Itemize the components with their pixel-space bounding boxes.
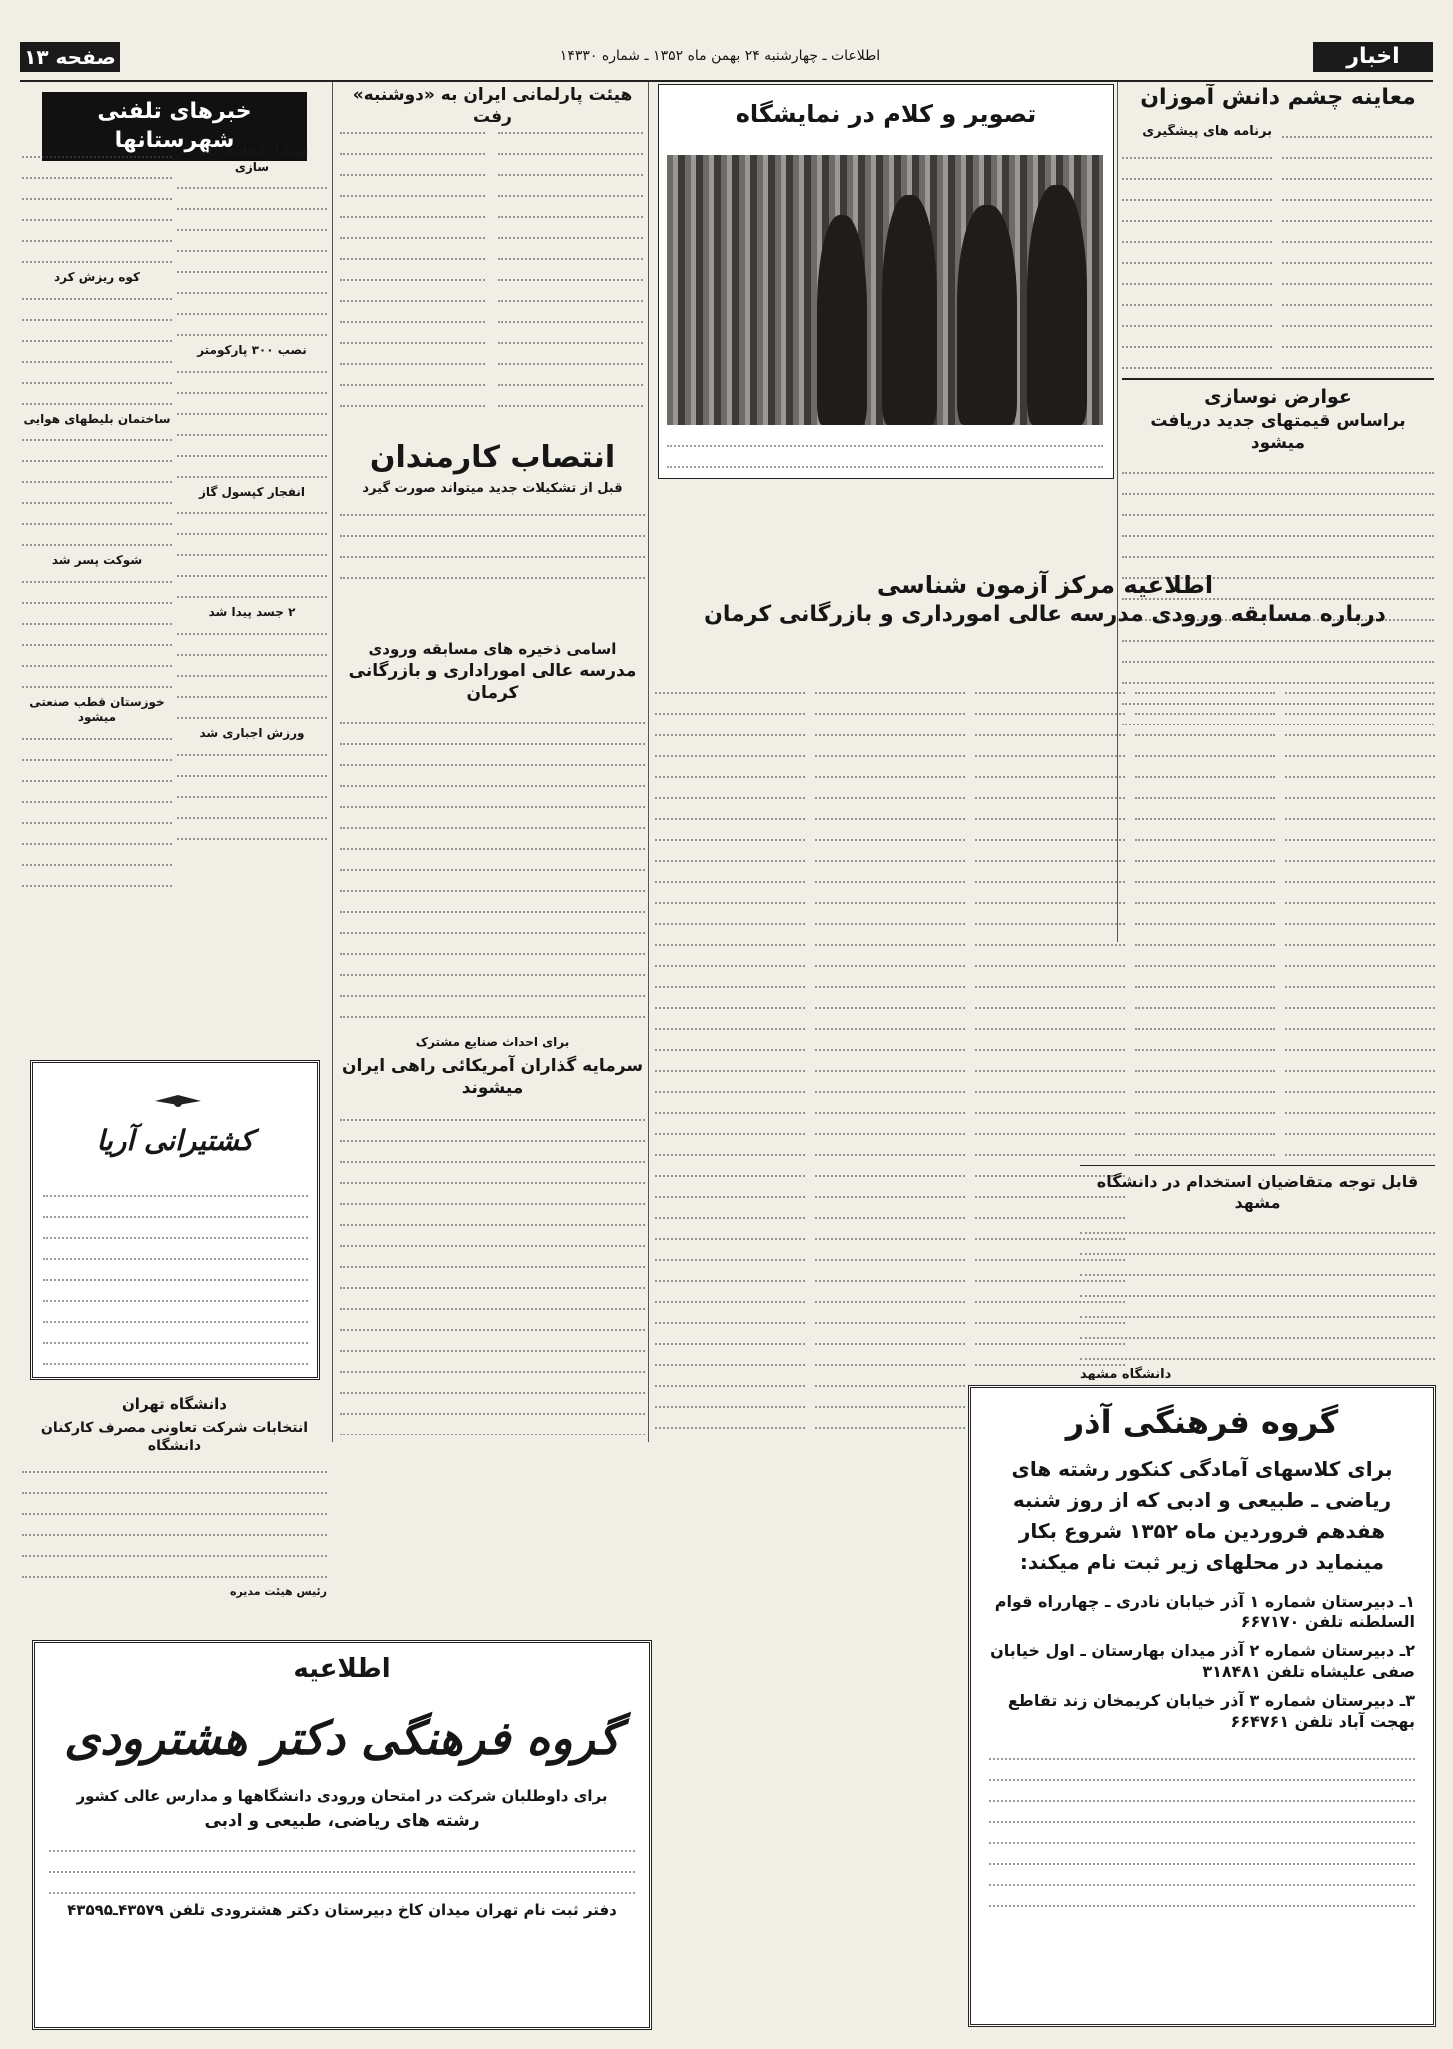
article-subheading: قبل از تشکیلات جدید میتواند صورت گیرد [362,481,623,496]
article-title: عوارض نوسازی [1204,386,1352,408]
signature: رئیس هیئت مدیره [229,1584,327,1598]
exam-center-header [655,570,1435,670]
news-subheading: کوه ریزش کرد [54,270,140,284]
article-kicker: برای احداث صنایع مشترک [415,1035,570,1049]
article-tehran-univ [22,1395,327,1635]
photo-caption [667,433,1103,473]
faravahar-icon [153,1093,203,1113]
article-body [1282,124,1432,369]
list-title: اسامی ذخیره های مسابقه ورودی [368,640,617,658]
article-title: معاینه چشم دانش آموزان [1140,85,1416,110]
photo-box [658,84,1114,479]
article-title: تصویر و کلام در نمایشگاه [735,100,1037,128]
article-title: اطلاعیه مرکز آزمون شناسی [876,571,1214,599]
article-eye-exam [1122,84,1434,374]
article-body [1122,145,1272,369]
article-mashhad [1080,1165,1435,1380]
article-parliament [340,84,645,429]
article-title: خبرهای تلفنی شهرستانها [42,92,307,161]
name-list [340,710,645,1018]
article-title: قابل توجه متقاضیان استخدام در دانشگاه مشهد [1096,1172,1419,1212]
news-subheading: ۲ جسد پیدا شد [208,605,296,620]
section-label: اخبار [1313,42,1433,72]
ad-body [43,1183,308,1373]
exam-reserve-list [340,600,645,1030]
ad-sub: رشته های ریاضی، طبیعی و ادبی [204,1811,480,1832]
ad-body [989,1746,1415,1907]
article-body [1080,1220,1435,1360]
ad-notice: اطلاعیه [293,1654,391,1684]
article-title: انتصاب کارمندان [369,440,616,475]
article-body [340,502,645,579]
shipping-logo-text: کشتیرانی آریا [96,1124,254,1157]
news-subheading: خوزستان قطب صنعتی میشود [29,694,165,725]
article-title: سرمایه گذاران آمریکائی راهی ایران میشوند [341,1055,644,1098]
article-body [22,144,172,263]
article-body [22,1459,327,1578]
news-subheading: انفجار کپسول گاز [198,484,306,499]
article-subtitle: درباره مسابقه ورودی مدرسه عالی امورداری و بازرگانی کرمان [704,602,1386,628]
article-employees [340,438,645,588]
article-phone-news [22,84,327,1004]
article-title: دانشگاه تهران [122,1395,227,1413]
divider [1122,378,1434,380]
ad-azar [968,1385,1436,2027]
ad-lead: برای داوطلبان شرکت در امتحان ورودی دانشگاهها و مدارس عالی کشور [76,1786,608,1805]
page-number-label: صفحه ۱۳ [20,42,120,72]
issue-info: اطلاعات ـ چهارشنبه ۲۴ بهمن ماه ۱۳۵۲ ـ شماره ۱۴۳۳۰ [559,48,881,64]
news-subheading: تشکیل اتحادیه خانه سازی [195,144,309,174]
news-subheading: نصب ۳۰۰ پارکومتر [197,343,307,358]
ad-item: ۳ـ دبیرستان شماره ۳ آذر خیابان کریمخان زند تقاطع بهجت آباد تلفن ۶۶۴۷۶۱ [1007,1690,1415,1731]
article-housing [1122,385,1434,725]
article-subheading: برنامه های پیشگیری [1142,124,1272,139]
ad-title: گروه فرهنگی آذر [1065,1403,1339,1441]
ad-footer: دفتر ثبت نام تهران میدان کاخ دبیرستان دکتر هشترودی تلفن ۴۳۵۷۹ـ۴۳۵۹۵ [67,1901,617,1920]
ad-item: ۱ـ دبیرستان شماره ۱ آذر خیابان نادری ـ چهارراه قوام السلطنه تلفن ۶۶۷۱۷۰ [994,1591,1415,1632]
ad-body [49,1838,635,1894]
signature: دانشگاه مشهد [1080,1366,1172,1380]
column-rule [332,82,333,1442]
article-subheading: براساس قیمتهای جدید دریافت میشود [1150,410,1406,453]
exhibition-photo [667,155,1103,425]
article-body [340,1107,645,1435]
ad-shipping [30,1060,320,1380]
news-subheading: ساختمان بلیطهای هوایی [23,411,171,426]
ad-item: ۲ـ دبیرستان شماره ۲ آذر میدان بهارستان ـ اول خیابان صفی علیشاه تلفن ۳۱۸۴۸۱ [990,1641,1415,1681]
ad-lead: برای کلاسهای آمادگی کنکور رشته های ریاضی ـ طبیعی و ادبی که از روز شنبه هفدهم فروردین ماه ۱۳۵۲ شروع بکار مینماید در محلهای زیر ثبت نام میکند: [1011,1456,1393,1574]
list-title: مدرسه عالی اموراداری و بازرگانی کرمان [348,660,637,703]
news-subheading: ورزش اجباری شد [199,725,305,740]
ad-title: گروه فرهنگی دکتر هشترودی [64,1710,620,1765]
article-subheading: انتخابات شرکت تعاونی مصرف کارکنان دانشگاه [40,1419,309,1454]
article-body [340,120,485,420]
article-investors [340,1035,645,1435]
news-subheading: شوکت پسر شد [51,553,143,568]
column-rule [648,82,649,1442]
masthead [20,40,1433,82]
ad-hashtroodi [32,1640,652,2030]
article-title: هیئت پارلمانی ایران به «دوشنبه» رفت [352,85,633,128]
article-body [498,120,643,420]
